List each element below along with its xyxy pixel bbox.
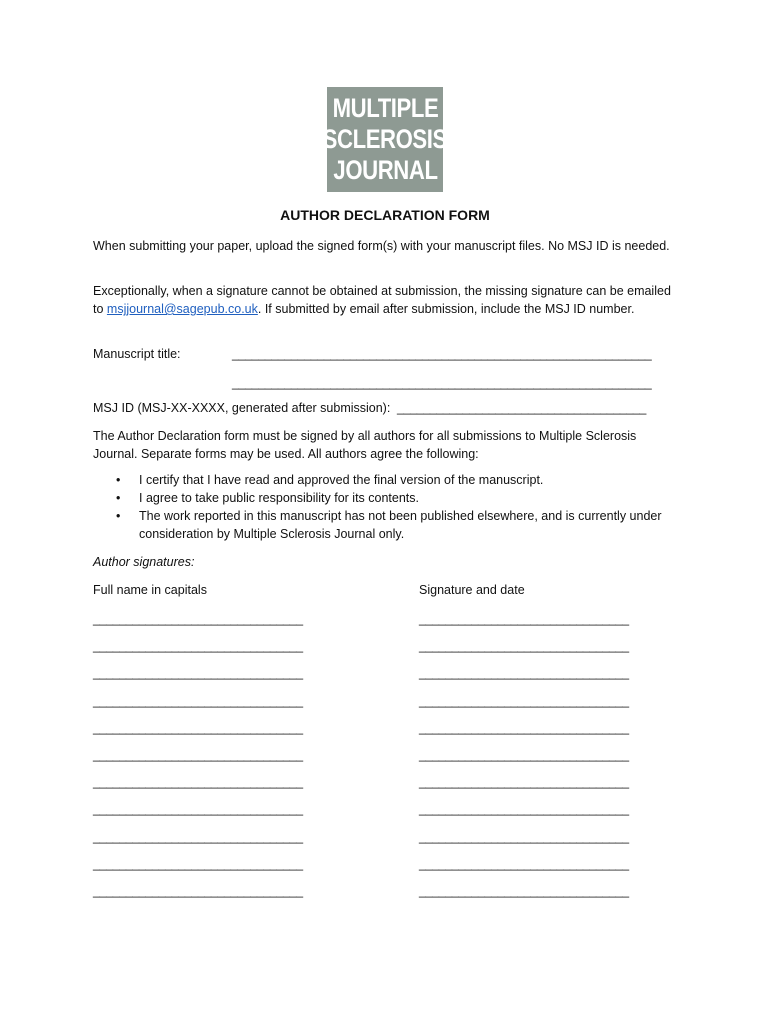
signature-date-field[interactable]: ________________________________ xyxy=(419,666,629,681)
full-name-field[interactable]: ________________________________ xyxy=(93,666,303,681)
manuscript-title-field-2[interactable]: ________________________________________________________________ xyxy=(232,376,652,390)
bullet-icon: • xyxy=(116,491,121,505)
logo-line-2: SCLEROSIS xyxy=(322,124,448,154)
form-title: AUTHOR DECLARATION FORM xyxy=(280,207,490,223)
exception-text-before: Exceptionally, when a signature cannot be obtained at submission, the missing signature can be emailed to xyxy=(93,284,671,316)
full-name-field[interactable]: ________________________________ xyxy=(93,856,303,871)
agreement-list xyxy=(93,471,673,543)
signature-date-field[interactable]: ________________________________ xyxy=(419,884,629,898)
list-item: • I agree to take public responsibility for its contents. xyxy=(116,491,420,505)
list-item: • The work reported in this manuscript has not been published elsewhere, and is currently under consideration by Multiple Sclerosis Journal only. xyxy=(116,509,662,541)
msj-id-label: MSJ ID (MSJ-XX-XXXX, generated after submission): xyxy=(93,401,391,415)
journal-logo xyxy=(322,87,448,192)
signature-date-field[interactable]: ________________________________ xyxy=(419,748,629,762)
full-name-field[interactable]: ________________________________ xyxy=(93,884,303,898)
email-link[interactable]: msjjournal@sagepub.co.uk xyxy=(106,302,258,316)
intro-paragraph xyxy=(93,237,673,255)
full-name-field[interactable]: ________________________________ xyxy=(93,775,303,790)
signature-date-field[interactable]: ________________________________ xyxy=(419,802,629,817)
manuscript-title-label: Manuscript title: xyxy=(93,347,181,361)
full-name-header: Full name in capitals xyxy=(93,583,207,597)
signature-date-header: Signature and date xyxy=(419,583,525,597)
full-name-field[interactable]: ________________________________ xyxy=(93,802,303,817)
full-name-field[interactable]: ________________________________ xyxy=(93,612,303,626)
exception-text-after: . If submitted by email after submission, include the MSJ ID number. xyxy=(257,302,635,316)
signature-date-field[interactable]: ________________________________ xyxy=(419,693,629,708)
full-name-field[interactable]: ________________________________ xyxy=(93,748,303,762)
full-name-field[interactable]: ________________________________ xyxy=(93,693,303,708)
intro-text: When submitting your paper, upload the signed form(s) with your manuscript files. No MSJ ID is needed. xyxy=(93,239,670,253)
manuscript-title-field-1[interactable]: ________________________________________________________________ xyxy=(232,347,652,361)
list-item: • I certify that I have read and approved the final version of the manuscript. xyxy=(116,473,544,487)
full-name-field[interactable]: ________________________________ xyxy=(93,829,303,844)
signature-date-field[interactable]: ________________________________ xyxy=(419,720,629,735)
declaration-paragraph xyxy=(93,427,673,463)
signature-date-field[interactable]: ________________________________ xyxy=(419,856,629,871)
exception-paragraph xyxy=(93,282,673,318)
signature-date-field[interactable]: ________________________________ xyxy=(419,639,629,654)
logo-line-1: MULTIPLE xyxy=(332,93,438,123)
bullet-icon: • xyxy=(116,509,121,523)
logo-line-3: JOURNAL xyxy=(332,155,438,185)
signature-date-field[interactable]: ________________________________ xyxy=(419,775,629,790)
msj-id-field[interactable]: ______________________________________ xyxy=(397,401,646,415)
signature-date-field[interactable]: ________________________________ xyxy=(419,829,629,844)
full-name-field[interactable]: ________________________________ xyxy=(93,639,303,654)
declaration-text: The Author Declaration form must be signed by all authors for all submissions to Multiple Sclerosis Journal. Separate forms may be used. All authors agree the following: xyxy=(93,429,637,461)
bullet-icon: • xyxy=(116,473,121,487)
author-signatures-label: Author signatures: xyxy=(93,555,195,569)
full-name-field[interactable]: ________________________________ xyxy=(93,720,303,735)
signature-date-field[interactable]: ________________________________ xyxy=(419,612,629,626)
